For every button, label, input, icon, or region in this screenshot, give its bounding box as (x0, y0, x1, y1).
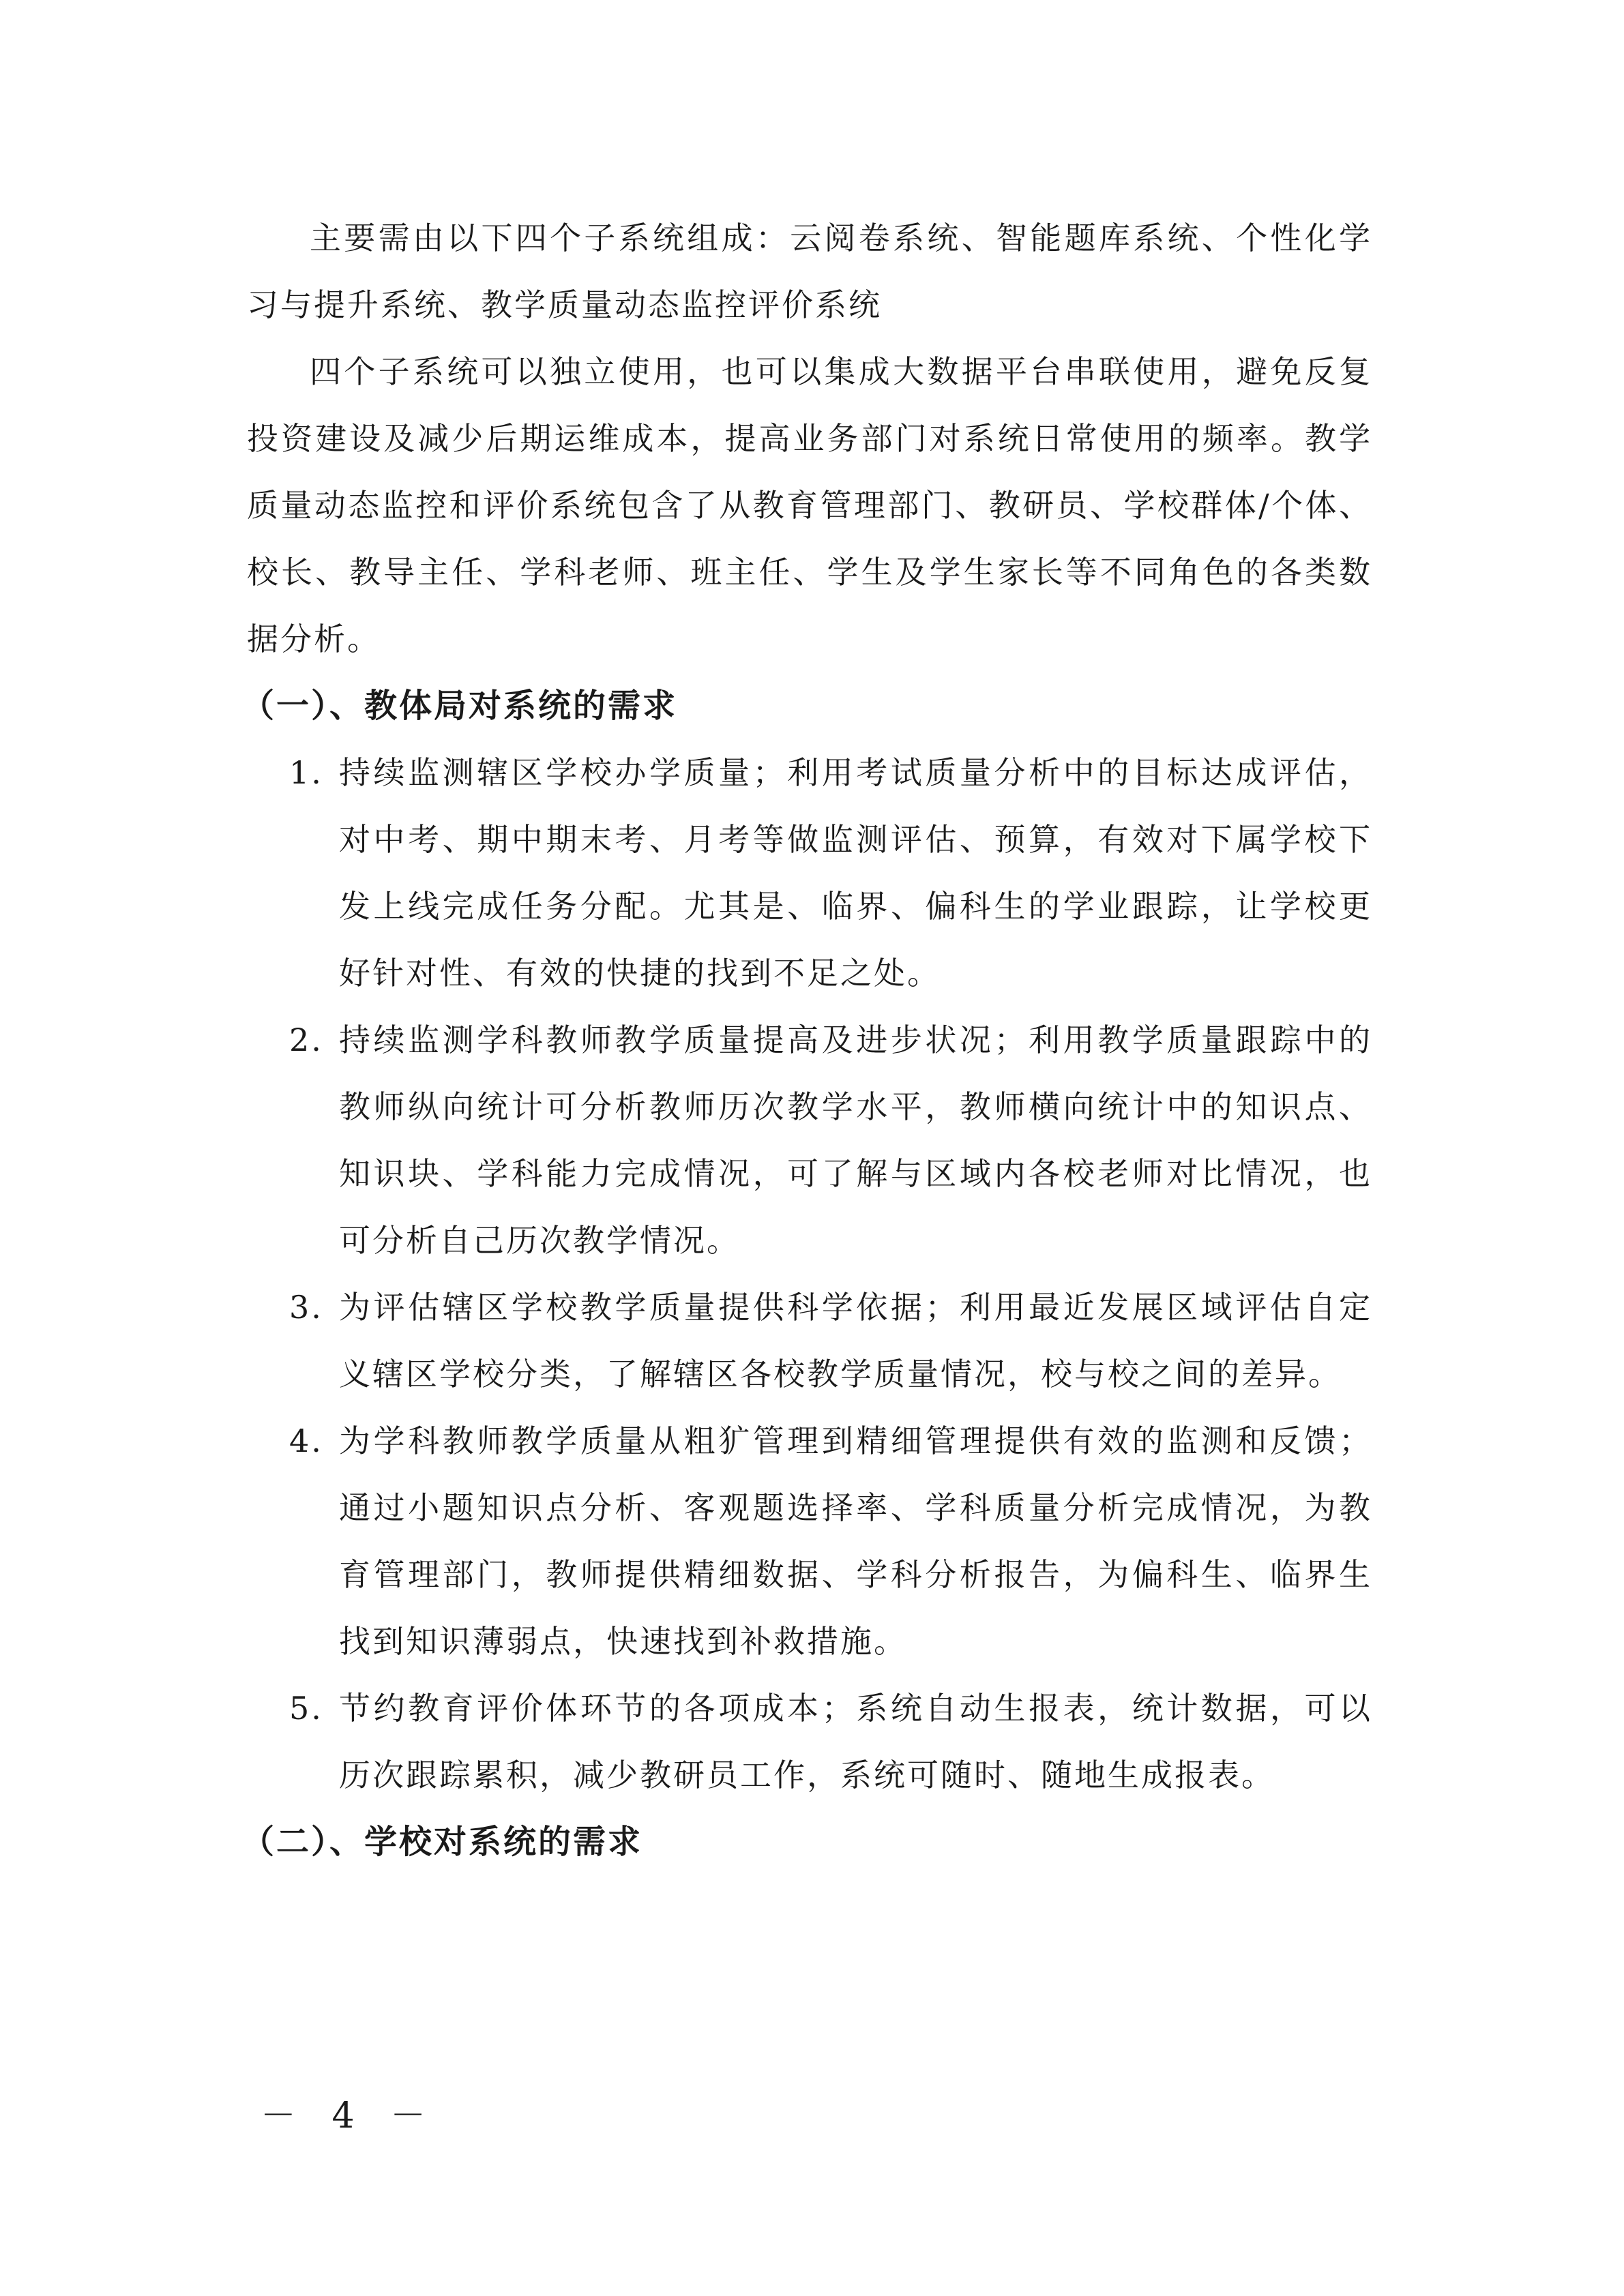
list-item-text: 节约教育评价体环节的各项成本；系统自动生报表，统计数据，可以历次跟踪累积，减少教研员工作，系统可随时、随地生成报表。 (339, 1690, 1372, 1793)
page-content (241, 205, 1372, 1875)
list-item-text: 为评估辖区学校教学质量提供科学依据；利用最近发展区域评估自定义辖区学校分类，了解辖区各校教学质量情况，校与校之间的差异。 (339, 1289, 1372, 1392)
list-item (247, 1675, 1372, 1808)
list-item-number: 1. (289, 754, 323, 791)
list-item-text: 为学科教师教学质量从粗犷管理到精细管理提供有效的监测和反馈；通过小题知识点分析、客观题选择率、学科质量分析完成情况，为教育管理部门，教师提供精细数据、学科分析报告，为偏科生、临界生找到知识薄弱点，快速找到补救措施。 (339, 1422, 1372, 1660)
list-item-number: 5. (289, 1690, 323, 1727)
list-item (247, 1007, 1372, 1274)
intro-paragraph-1: 主要需由以下四个子系统组成：云阅卷系统、智能题库系统、个性化学习与提升系统、教学质量动态监控评价系统 (247, 220, 1372, 323)
list-item-number: 3. (289, 1289, 323, 1326)
list-item-number: 2. (289, 1022, 323, 1058)
list-item (247, 1274, 1372, 1407)
list-item (247, 1407, 1372, 1675)
page-number: － 4 － (260, 2096, 439, 2136)
list-item (247, 739, 1372, 1007)
list-item-text: 持续监测辖区学校办学质量；利用考试质量分析中的目标达成评估，对中考、期中期末考、月考等做监测评估、预算，有效对下属学校下发上线完成任务分配。尤其是、临界、偏科生的学业跟踪，让学校更好针对性、有效的快捷的找到不足之处。 (339, 754, 1372, 992)
section-heading-2: （二）、学校对系统的需求 (241, 1823, 643, 1861)
intro-paragraph-2: 四个子系统可以独立使用，也可以集成大数据平台串联使用，避免反复投资建设及减少后期运维成本，提高业务部门对系统日常使用的频率。教学质量动态监控和评价系统包含了从教育管理部门、教研员、学校群体/个体、校长、教导主任、学科老师、班主任、学生及学生家长等不同角色的各类数据分析。 (247, 353, 1372, 657)
section-heading-1: （一）、教体局对系统的需求 (241, 687, 678, 725)
list-item-number: 4. (289, 1422, 323, 1459)
list-item-text: 持续监测学科教师教学质量提高及进步状况；利用教学质量跟踪中的教师纵向统计可分析教师历次教学水平，教师横向统计中的知识点、知识块、学科能力完成情况，可了解与区域内各校老师对比情况，也可分析自己历次教学情况。 (339, 1022, 1372, 1259)
requirements-list (247, 739, 1372, 1808)
